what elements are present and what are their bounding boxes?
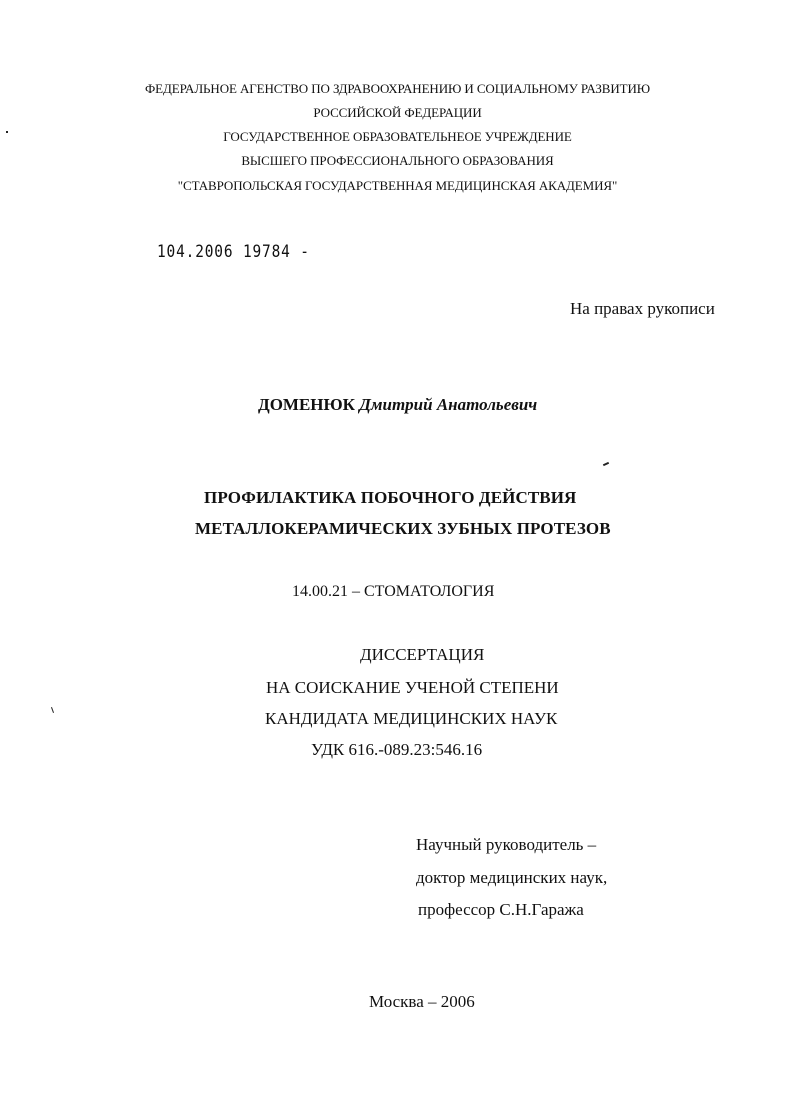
dissertation-line-2: НА СОИСКАНИЕ УЧЕНОЙ СТЕПЕНИ <box>266 678 559 697</box>
scan-speck <box>51 707 54 713</box>
udc-code: УДК 616.-089.23:546.16 <box>311 740 483 759</box>
title-line-1: ПРОФИЛАКТИКА ПОБОЧНОГО ДЕЙСТВИЯ <box>204 488 577 507</box>
dissertation-line-3: КАНДИДАТА МЕДИЦИНСКИХ НАУК <box>265 709 558 728</box>
header-line-3: ГОСУДАРСТВЕННОЕ ОБРАЗОВАТЕЛЬНЕОЕ УЧРЕЖДЕНИЕ <box>223 129 572 144</box>
supervisor-line-1: Научный руководитель – <box>416 835 597 854</box>
title-line-2: МЕТАЛЛОКЕРАМИЧЕСКИХ ЗУБНЫХ ПРОТЕЗОВ <box>195 519 611 538</box>
supervisor-line-2: доктор медицинских наук, <box>416 868 608 887</box>
dissertation-line-1: ДИССЕРТАЦИЯ <box>360 645 485 664</box>
city-year: Москва – 2006 <box>369 992 475 1011</box>
header-line-2: РОССИЙСКОЙ ФЕДЕРАЦИИ <box>313 105 482 120</box>
registration-number: 104.2006 19784 - <box>157 242 310 262</box>
scan-speck <box>603 462 609 466</box>
supervisor-line-3: профессор С.Н.Гаража <box>418 900 584 919</box>
header-line-4: ВЫСШЕГО ПРОФЕССИОНАЛЬНОГО ОБРАЗОВАНИЯ <box>241 153 554 168</box>
scan-speck <box>6 131 8 133</box>
header-line-1: ФЕДЕРАЛЬНОЕ АГЕНСТВО ПО ЗДРАВООХРАНЕНИЮ И СОЦИАЛЬНОМУ РАЗВИТИЮ <box>144 81 651 96</box>
author-surname: ДОМЕНЮК <box>258 395 355 414</box>
header-line-5: "СТАВРОПОЛЬСКАЯ ГОСУДАРСТВЕННАЯ МЕДИЦИНСКАЯ АКАДЕМИЯ" <box>177 178 618 193</box>
manuscript-rights: На правах рукописи <box>570 299 715 318</box>
author-given-names: Дмитрий Анатольевич <box>359 395 538 414</box>
author-name <box>258 396 537 413</box>
specialty: 14.00.21 – СТОМАТОЛОГИЯ <box>292 583 495 600</box>
